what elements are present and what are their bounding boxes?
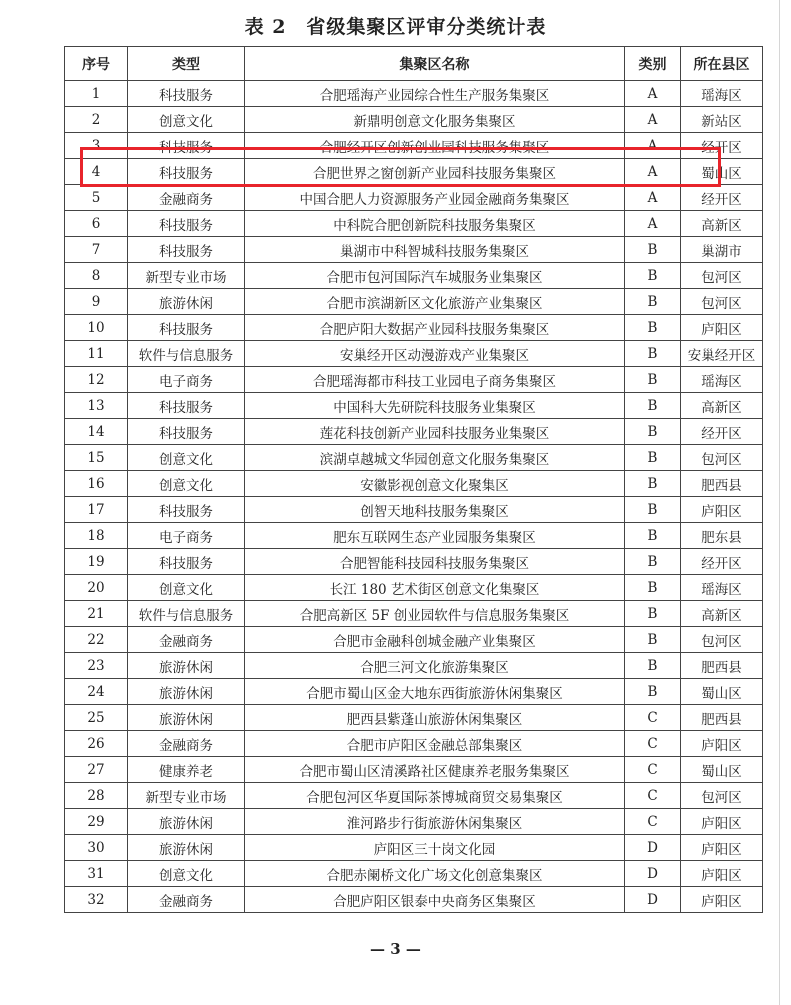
cell-type: 创意文化	[128, 445, 245, 471]
table-row	[65, 627, 763, 653]
cell-serial-number: 3	[65, 133, 128, 159]
cell-county-district: 蜀山区	[681, 679, 763, 705]
table-row	[65, 809, 763, 835]
header-category: 类别	[625, 47, 681, 81]
table-row	[65, 601, 763, 627]
cell-type: 软件与信息服务	[128, 341, 245, 367]
cell-type: 新型专业市场	[128, 783, 245, 809]
cell-serial-number: 24	[65, 679, 128, 705]
table-row	[65, 315, 763, 341]
cell-serial-number: 11	[65, 341, 128, 367]
cell-type: 旅游休闲	[128, 705, 245, 731]
cell-county-district: 经开区	[681, 185, 763, 211]
cell-county-district: 肥西县	[681, 471, 763, 497]
cell-county-district: 高新区	[681, 211, 763, 237]
cell-cluster-name: 合肥经开区创新创业园科技服务集聚区	[245, 133, 625, 159]
cell-category: A	[625, 107, 681, 133]
cell-category: B	[625, 289, 681, 315]
cell-cluster-name: 肥西县紫蓬山旅游休闲集聚区	[245, 705, 625, 731]
cell-county-district: 经开区	[681, 419, 763, 445]
cell-serial-number: 26	[65, 731, 128, 757]
cell-type: 电子商务	[128, 367, 245, 393]
cell-category: B	[625, 679, 681, 705]
cell-county-district: 肥西县	[681, 705, 763, 731]
cell-category: C	[625, 809, 681, 835]
cell-cluster-name: 合肥三河文化旅游集聚区	[245, 653, 625, 679]
cell-type: 科技服务	[128, 393, 245, 419]
cell-county-district: 庐阳区	[681, 731, 763, 757]
table-row	[65, 419, 763, 445]
cell-county-district: 巢湖市	[681, 237, 763, 263]
table-row	[65, 445, 763, 471]
header-serial-number: 序号	[65, 47, 128, 81]
table-row	[65, 107, 763, 133]
cell-category: B	[625, 523, 681, 549]
cell-type: 旅游休闲	[128, 289, 245, 315]
cell-cluster-name: 淮河路步行街旅游休闲集聚区	[245, 809, 625, 835]
cell-cluster-name: 合肥市庐阳区金融总部集聚区	[245, 731, 625, 757]
cell-cluster-name: 庐阳区三十岗文化园	[245, 835, 625, 861]
cell-category: D	[625, 835, 681, 861]
cell-serial-number: 20	[65, 575, 128, 601]
cell-type: 旅游休闲	[128, 809, 245, 835]
table-row	[65, 263, 763, 289]
cell-cluster-name: 巢湖市中科智城科技服务集聚区	[245, 237, 625, 263]
cell-type: 软件与信息服务	[128, 601, 245, 627]
cell-category: B	[625, 341, 681, 367]
cell-county-district: 经开区	[681, 549, 763, 575]
cell-serial-number: 21	[65, 601, 128, 627]
table-row	[65, 575, 763, 601]
cell-cluster-name: 合肥市滨湖新区文化旅游产业集聚区	[245, 289, 625, 315]
cell-cluster-name: 合肥市包河国际汽车城服务业集聚区	[245, 263, 625, 289]
cell-county-district: 安巢经开区	[681, 341, 763, 367]
cell-category: C	[625, 783, 681, 809]
cell-county-district: 瑶海区	[681, 81, 763, 107]
cell-serial-number: 2	[65, 107, 128, 133]
table-row	[65, 471, 763, 497]
cell-category: B	[625, 393, 681, 419]
cell-serial-number: 19	[65, 549, 128, 575]
table-row	[65, 731, 763, 757]
cell-cluster-name: 合肥智能科技园科技服务集聚区	[245, 549, 625, 575]
cell-cluster-name: 合肥庐阳区银泰中央商务区集聚区	[245, 887, 625, 913]
cell-serial-number: 15	[65, 445, 128, 471]
cell-serial-number: 5	[65, 185, 128, 211]
cell-serial-number: 12	[65, 367, 128, 393]
cell-type: 金融商务	[128, 185, 245, 211]
cell-type: 金融商务	[128, 887, 245, 913]
cell-category: B	[625, 445, 681, 471]
cell-cluster-name: 安徽影视创意文化聚集区	[245, 471, 625, 497]
cell-type: 科技服务	[128, 419, 245, 445]
table-row	[65, 757, 763, 783]
cell-type: 科技服务	[128, 315, 245, 341]
table-row	[65, 497, 763, 523]
cell-cluster-name: 合肥瑶海都市科技工业园电子商务集聚区	[245, 367, 625, 393]
cell-category: B	[625, 549, 681, 575]
cell-county-district: 高新区	[681, 601, 763, 627]
table-row	[65, 341, 763, 367]
cell-cluster-name: 合肥世界之窗创新产业园科技服务集聚区	[245, 159, 625, 185]
cell-cluster-name: 创智天地科技服务集聚区	[245, 497, 625, 523]
cell-county-district: 庐阳区	[681, 315, 763, 341]
cell-cluster-name: 肥东互联网生态产业园服务集聚区	[245, 523, 625, 549]
cell-category: B	[625, 237, 681, 263]
cell-county-district: 庐阳区	[681, 861, 763, 887]
cell-serial-number: 6	[65, 211, 128, 237]
cell-county-district: 包河区	[681, 263, 763, 289]
cell-county-district: 瑶海区	[681, 575, 763, 601]
cell-county-district: 庐阳区	[681, 887, 763, 913]
cell-serial-number: 16	[65, 471, 128, 497]
cell-category: B	[625, 419, 681, 445]
cell-cluster-name: 中国科大先研院科技服务业集聚区	[245, 393, 625, 419]
cell-serial-number: 4	[65, 159, 128, 185]
cell-serial-number: 31	[65, 861, 128, 887]
table-row	[65, 705, 763, 731]
cell-type: 旅游休闲	[128, 679, 245, 705]
cell-type: 旅游休闲	[128, 835, 245, 861]
cell-cluster-name: 莲花科技创新产业园科技服务业集聚区	[245, 419, 625, 445]
table-row	[65, 237, 763, 263]
table-row	[65, 549, 763, 575]
table-row	[65, 861, 763, 887]
cell-category: B	[625, 497, 681, 523]
cell-category: B	[625, 601, 681, 627]
cell-category: B	[625, 367, 681, 393]
cell-serial-number: 28	[65, 783, 128, 809]
cell-type: 创意文化	[128, 575, 245, 601]
table-body	[65, 81, 763, 913]
cell-county-district: 庐阳区	[681, 835, 763, 861]
cell-county-district: 庐阳区	[681, 809, 763, 835]
header-type: 类型	[128, 47, 245, 81]
highlight-rectangle	[80, 147, 721, 187]
cell-county-district: 肥西县	[681, 653, 763, 679]
table-row	[65, 289, 763, 315]
cell-cluster-name: 合肥高新区 5F 创业园软件与信息服务集聚区	[245, 601, 625, 627]
cell-type: 金融商务	[128, 731, 245, 757]
cell-serial-number: 13	[65, 393, 128, 419]
cell-cluster-name: 合肥赤阑桥文化广场文化创意集聚区	[245, 861, 625, 887]
cell-cluster-name: 合肥市金融科创城金融产业集聚区	[245, 627, 625, 653]
table-row	[65, 887, 763, 913]
cell-county-district: 包河区	[681, 445, 763, 471]
table-row	[65, 679, 763, 705]
cell-cluster-name: 合肥市蜀山区清溪路社区健康养老服务集聚区	[245, 757, 625, 783]
cell-type: 健康养老	[128, 757, 245, 783]
cell-county-district: 新站区	[681, 107, 763, 133]
cell-type: 新型专业市场	[128, 263, 245, 289]
cell-cluster-name: 合肥包河区华夏国际茶博城商贸交易集聚区	[245, 783, 625, 809]
table-header-row	[65, 47, 763, 81]
cell-category: A	[625, 211, 681, 237]
cell-serial-number: 23	[65, 653, 128, 679]
page-edge-line	[779, 0, 780, 1005]
cell-cluster-name: 合肥瑶海产业园综合性生产服务集聚区	[245, 81, 625, 107]
cell-cluster-name: 长江 180 艺术街区创意文化集聚区	[245, 575, 625, 601]
table-row	[65, 393, 763, 419]
cell-type: 科技服务	[128, 497, 245, 523]
cell-type: 创意文化	[128, 861, 245, 887]
table-row	[65, 367, 763, 393]
page-number: — 3 —	[370, 940, 421, 958]
cell-cluster-name: 合肥市蜀山区金大地东西街旅游休闲集聚区	[245, 679, 625, 705]
cell-type: 科技服务	[128, 237, 245, 263]
cell-serial-number: 22	[65, 627, 128, 653]
cell-category: C	[625, 757, 681, 783]
header-cluster-name: 集聚区名称	[245, 47, 625, 81]
cell-type: 旅游休闲	[128, 653, 245, 679]
cell-category: B	[625, 575, 681, 601]
cell-serial-number: 29	[65, 809, 128, 835]
cell-category: B	[625, 471, 681, 497]
cell-category: A	[625, 133, 681, 159]
cell-category: A	[625, 185, 681, 211]
cell-category: D	[625, 887, 681, 913]
cell-county-district: 蜀山区	[681, 757, 763, 783]
cell-county-district: 庐阳区	[681, 497, 763, 523]
header-county-district: 所在县区	[681, 47, 763, 81]
cell-county-district: 蜀山区	[681, 159, 763, 185]
cell-serial-number: 1	[65, 81, 128, 107]
cell-category: A	[625, 159, 681, 185]
cell-cluster-name: 中国合肥人力资源服务产业园金融商务集聚区	[245, 185, 625, 211]
cell-type: 科技服务	[128, 159, 245, 185]
cell-county-district: 高新区	[681, 393, 763, 419]
cell-type: 科技服务	[128, 549, 245, 575]
cell-serial-number: 10	[65, 315, 128, 341]
cell-county-district: 肥东县	[681, 523, 763, 549]
cell-cluster-name: 中科院合肥创新院科技服务集聚区	[245, 211, 625, 237]
cell-category: B	[625, 315, 681, 341]
cell-serial-number: 14	[65, 419, 128, 445]
cell-category: B	[625, 653, 681, 679]
cell-serial-number: 30	[65, 835, 128, 861]
cell-category: B	[625, 627, 681, 653]
cell-category: A	[625, 81, 681, 107]
cell-county-district: 经开区	[681, 133, 763, 159]
cell-cluster-name: 滨湖卓越城文华园创意文化服务集聚区	[245, 445, 625, 471]
cell-category: C	[625, 705, 681, 731]
cell-type: 创意文化	[128, 471, 245, 497]
cell-category: C	[625, 731, 681, 757]
cell-serial-number: 17	[65, 497, 128, 523]
table-row	[65, 185, 763, 211]
cell-type: 科技服务	[128, 211, 245, 237]
cell-type: 金融商务	[128, 627, 245, 653]
cell-serial-number: 9	[65, 289, 128, 315]
cell-county-district: 包河区	[681, 289, 763, 315]
cell-serial-number: 25	[65, 705, 128, 731]
cell-category: B	[625, 263, 681, 289]
table-title: 表 2 省级集聚区评审分类统计表	[244, 16, 547, 38]
cell-cluster-name: 新鼎明创意文化服务集聚区	[245, 107, 625, 133]
table-row	[65, 835, 763, 861]
cell-type: 科技服务	[128, 81, 245, 107]
cell-serial-number: 7	[65, 237, 128, 263]
cell-serial-number: 8	[65, 263, 128, 289]
cell-type: 电子商务	[128, 523, 245, 549]
cell-type: 创意文化	[128, 107, 245, 133]
cell-cluster-name: 合肥庐阳大数据产业园科技服务集聚区	[245, 315, 625, 341]
cell-category: D	[625, 861, 681, 887]
cell-type: 科技服务	[128, 133, 245, 159]
cell-serial-number: 32	[65, 887, 128, 913]
table-row	[65, 211, 763, 237]
cell-county-district: 瑶海区	[681, 367, 763, 393]
table-row	[65, 81, 763, 107]
table-row	[65, 653, 763, 679]
cell-county-district: 包河区	[681, 627, 763, 653]
table-row	[65, 783, 763, 809]
cell-county-district: 包河区	[681, 783, 763, 809]
cell-serial-number: 18	[65, 523, 128, 549]
cell-cluster-name: 安巢经开区动漫游戏产业集聚区	[245, 341, 625, 367]
cell-serial-number: 27	[65, 757, 128, 783]
table-row	[65, 523, 763, 549]
